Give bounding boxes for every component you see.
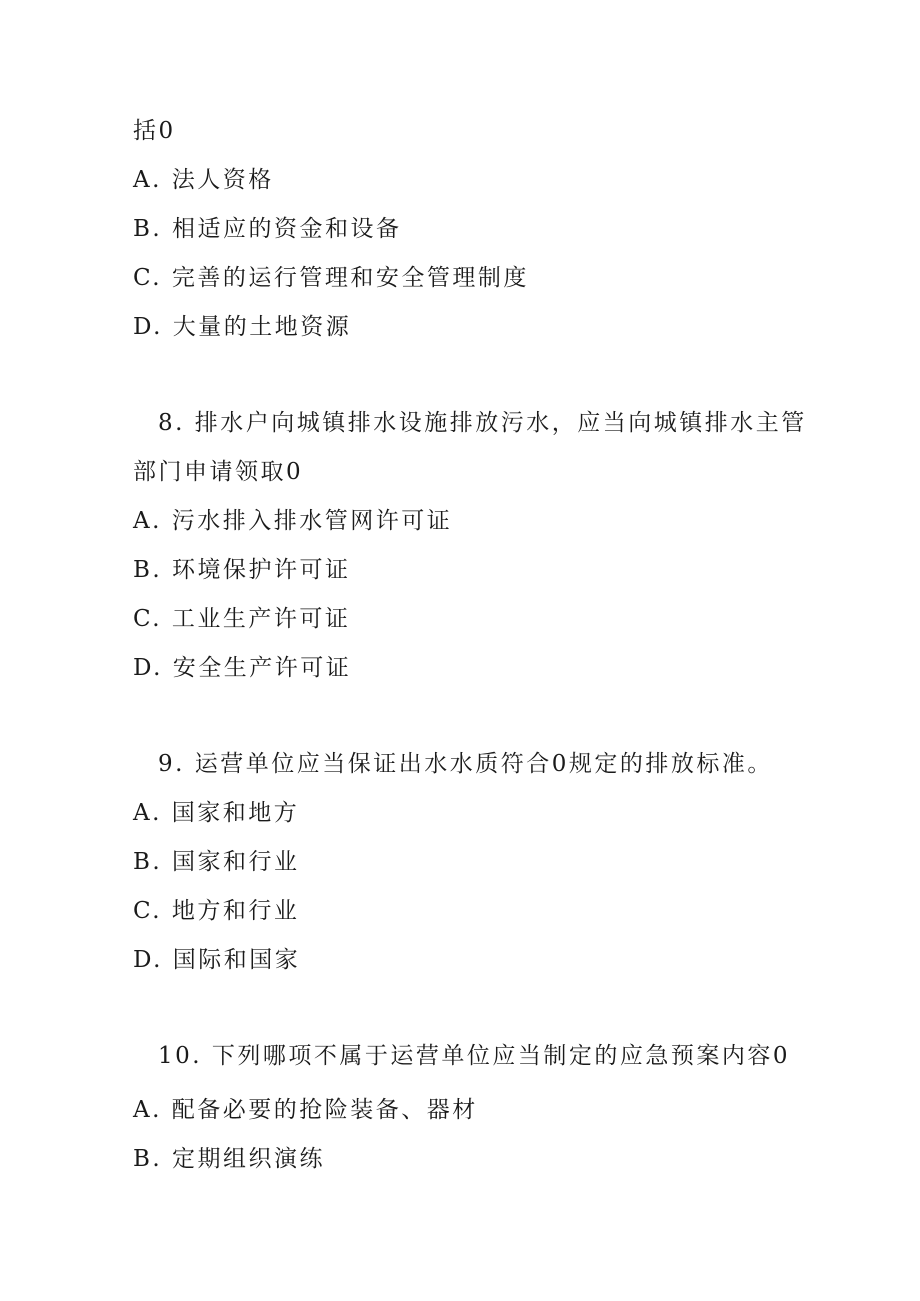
q7-stem-tail: 括0	[133, 118, 176, 144]
q7-option-d: D. 大量的土地资源	[133, 314, 352, 340]
q8-option-b: B. 环境保护许可证	[133, 557, 351, 583]
q8-option-a: A. 污水排入排水管网许可证	[133, 508, 453, 534]
q9-option-a: A. 国家和地方	[133, 800, 300, 826]
q9-option-c: C. 地方和行业	[133, 898, 300, 924]
q7-option-b: B. 相适应的资金和设备	[133, 216, 402, 242]
q8-option-d: D. 安全生产许可证	[133, 655, 352, 681]
q10-option-b: B. 定期组织演练	[133, 1146, 326, 1172]
q9-option-d: D. 国际和国家	[133, 947, 301, 973]
q7-option-c: C. 完善的运行管理和安全管理制度	[133, 265, 529, 291]
q10-option-a: A. 配备必要的抢险装备、器材	[133, 1097, 478, 1123]
q8-stem-line1: 8. 排水户向城镇排水设施排放污水，应当向城镇排水主管	[158, 410, 807, 436]
q9-stem-line1: 9. 运营单位应当保证出水水质符合0规定的排放标准。	[158, 751, 773, 777]
q8-stem-line2: 部门申请领取0	[133, 459, 304, 485]
q9-option-b: B. 国家和行业	[133, 849, 300, 875]
q8-option-c: C. 工业生产许可证	[133, 606, 351, 632]
q7-option-a: A. 法人资格	[133, 167, 274, 193]
q10-stem-line1: 10. 下列哪项不属于运营单位应当制定的应急预案内容0	[158, 1043, 791, 1069]
